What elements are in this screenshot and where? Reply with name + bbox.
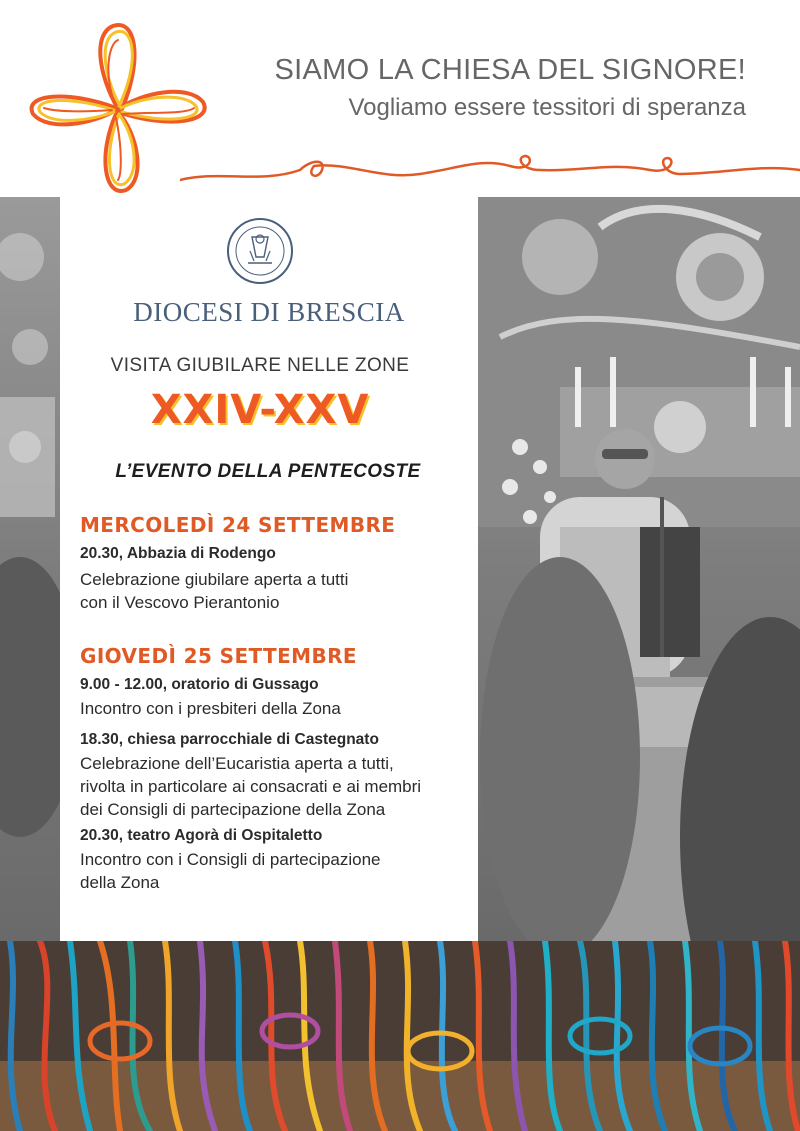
event-item-description [80, 697, 470, 720]
event-item-desc-line: Incontro con i presbiteri della Zona [80, 699, 341, 718]
event-item-description [80, 848, 470, 894]
event-item-title: 20.30, teatro Agorà di Ospitaletto [80, 827, 323, 844]
event-item-desc-line: Celebrazione dell’Eucaristia aperta a tutti, [80, 754, 394, 773]
event-item-desc-line: rivolta in particolare ai consacrati e ai membri [80, 777, 422, 796]
day-heading-1: MERCOLEDÌ 24 SETTEMBRE [80, 513, 396, 537]
event-item-title: 20.30, Abbazia di Rodengo [80, 545, 276, 562]
event-item-title: 9.00 - 12.00, oratorio di Gussago [80, 676, 319, 693]
event-item-description [80, 752, 470, 821]
headline-block [275, 52, 746, 124]
day-heading-2: GIOVEDÌ 25 SETTEMBRE [80, 644, 357, 668]
headline-title: SIAMO LA CHIESA DEL SIGNORE! [274, 54, 746, 86]
thread-wave-decoration [180, 140, 800, 200]
event-card [60, 197, 478, 941]
headline-subtitle: Vogliamo essere tessitori di speranza [348, 94, 746, 121]
colorful-threads-image [0, 941, 800, 1131]
loom-threads-graphic [0, 941, 800, 1131]
event-item-desc-line: della Zona [80, 873, 160, 892]
diocese-name: DIOCESI DI BRESCIA [133, 297, 405, 327]
event-item-desc-line: Incontro con i Consigli di partecipazione [80, 850, 381, 869]
event-title: L’EVENTO DELLA PENTECOSTE [115, 461, 421, 482]
event-intro: VISITA GIUBILARE NELLE ZONE [110, 355, 410, 376]
zones-title: XXIV-XXV [150, 387, 370, 433]
diocese-seal-icon [226, 217, 294, 285]
event-item-desc-line: Celebrazione giubilare aperta a tutti [80, 570, 349, 589]
event-item-desc-line: con il Vescovo Pierantonio [80, 593, 280, 612]
header [0, 0, 800, 197]
event-item-description [80, 568, 470, 614]
event-item-desc-line: dei Consigli di partecipazione della Zona [80, 800, 386, 819]
event-item-title: 18.30, chiesa parrocchiale di Castegnato [80, 731, 379, 748]
